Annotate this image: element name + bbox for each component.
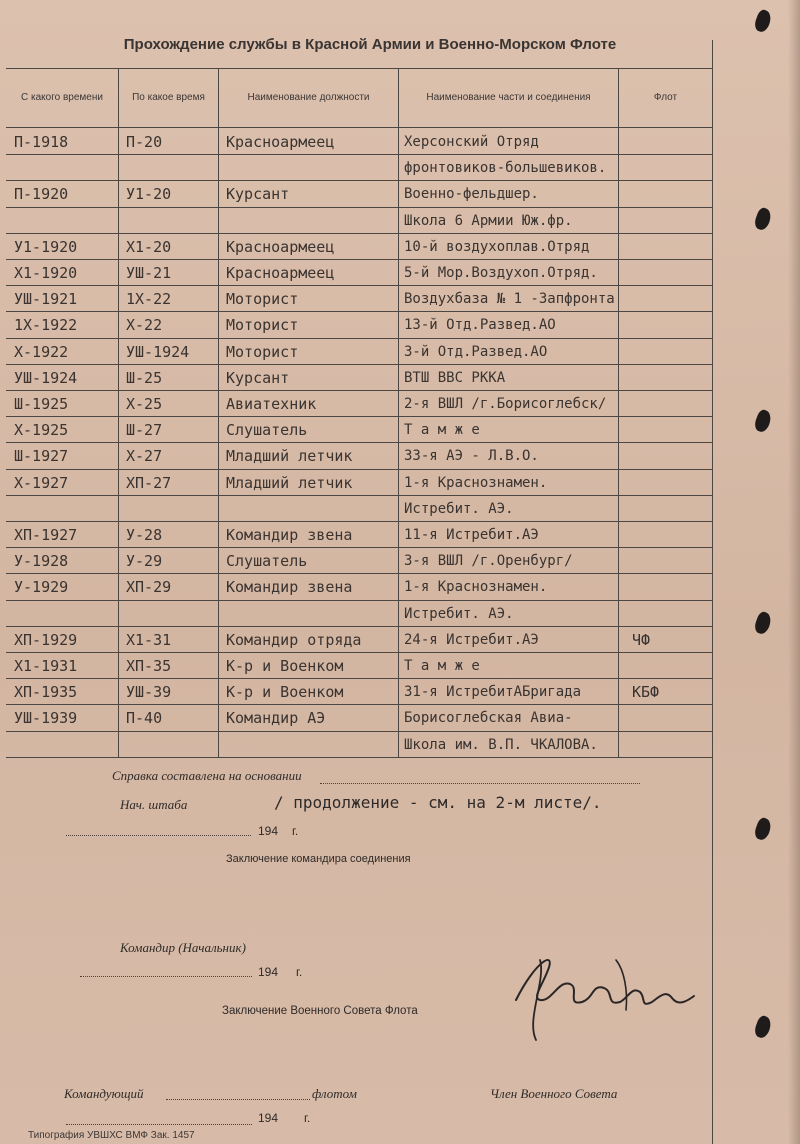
year-1: 194: [258, 824, 279, 838]
table-cell-from: ХП-1929: [14, 631, 78, 649]
table-cell-from: Х1-1931: [14, 657, 78, 675]
table-cell-from: У-1928: [14, 552, 69, 570]
handwritten-signature: [496, 940, 716, 1050]
table-cell-to: Х1-20: [126, 238, 172, 256]
table-cell-to: [126, 734, 216, 756]
table-cell-fleet: [632, 288, 708, 310]
row-rule: [6, 285, 712, 286]
table-cell-from: Ш-1927: [14, 447, 69, 465]
table-cell-from: УШ-1924: [14, 369, 78, 387]
table-cell-unit: 1-я Краснознамен.: [404, 475, 548, 491]
table-cell-to: [126, 210, 216, 232]
table-cell-from: [14, 603, 114, 625]
table-cell-from: УШ-1921: [14, 290, 78, 308]
row-rule: [6, 731, 712, 732]
table-cell-from: У-1929: [14, 578, 69, 596]
table-cell-fleet: [632, 131, 708, 153]
table-cell-to: Ш-27: [126, 421, 163, 439]
table-cell-unit: Т а м ж е: [404, 422, 480, 438]
year-1-suffix: г.: [292, 824, 299, 838]
year-2: 194: [258, 965, 279, 979]
table-cell-fleet: [632, 183, 708, 205]
table-cell-position: Слушатель: [226, 421, 308, 439]
table-cell-from: Х-1922: [14, 343, 69, 361]
date-line-2: [80, 976, 252, 977]
table-cell-fleet: [632, 157, 708, 179]
table-cell-position: Младший летчик: [226, 474, 353, 492]
table-cell-to: П-20: [126, 133, 163, 151]
table-cell-position: К-р и Военком: [226, 683, 344, 701]
row-rule: [6, 469, 712, 470]
table-cell-unit: Херсонский Отряд: [404, 134, 539, 150]
table-cell-from: ХП-1927: [14, 526, 78, 544]
table-cell-fleet: [632, 655, 708, 677]
row-rule: [6, 259, 712, 260]
commander-label: Командир (Начальник): [120, 940, 246, 955]
table-cell-position: Командир АЭ: [226, 709, 326, 727]
table-cell-to: 1Х-22: [126, 290, 172, 308]
table-cell-unit: 10-й воздухоплав.Отряд: [404, 239, 590, 255]
table-cell-position: [226, 157, 396, 179]
row-rule: [6, 180, 712, 181]
table-cell-position: Командир звена: [226, 578, 353, 596]
table-cell-position: Курсант: [226, 185, 290, 203]
table-cell-from: Ш-1925: [14, 395, 69, 413]
table-cell-to: Ш-25: [126, 369, 163, 387]
table-cell-fleet: КБФ: [632, 683, 660, 701]
table-cell-to: У-28: [126, 526, 163, 544]
row-rule: [6, 600, 712, 601]
table-cell-fleet: [632, 472, 708, 494]
table-cell-unit: Воздухбаза № 1 -Запфронта: [404, 291, 615, 307]
printer-imprint: Типография УВШХС ВМФ Зак. 1457: [28, 1130, 195, 1141]
table-cell-fleet: [632, 550, 708, 572]
council-member-label: Член Военного Совета: [490, 1086, 618, 1101]
table-cell-fleet: [632, 734, 708, 756]
page-edge-shadow: [788, 0, 800, 1144]
continuation-note: / продолжение - см. на 2-м листе/.: [274, 793, 602, 812]
header-position: Наименование должности: [247, 92, 370, 103]
table-cell-unit: 33-я АЭ - Л.В.О.: [404, 448, 539, 464]
table-cell-from: [14, 498, 114, 520]
row-rule: [6, 652, 712, 653]
row-rule: [6, 521, 712, 522]
row-rule: [6, 390, 712, 391]
header-bottom-rule: [6, 127, 712, 128]
table-cell-unit: фронтовиков-большевиков.: [404, 160, 607, 176]
fleet-commander-line: [166, 1099, 310, 1100]
table-cell-from: П-1920: [14, 185, 69, 203]
table-cell-to: УШ-39: [126, 683, 172, 701]
table-cell-fleet: [632, 576, 708, 598]
table-cell-position: Моторист: [226, 343, 299, 361]
table-cell-fleet: [632, 524, 708, 546]
table-cell-to: ХП-27: [126, 474, 172, 492]
table-cell-to: П-40: [126, 709, 163, 727]
table-cell-to: [126, 603, 216, 625]
table-cell-position: [226, 734, 396, 756]
date-line-3: [66, 1124, 252, 1125]
table-cell-fleet: [632, 341, 708, 363]
header-unit: Наименование части и соединения: [426, 92, 591, 103]
table-cell-to: Х-22: [126, 316, 163, 334]
column-divider-4: [618, 68, 619, 758]
table-cell-fleet: [632, 707, 708, 729]
date-line-1: [66, 835, 251, 836]
basis-line: [320, 783, 640, 784]
row-rule: [6, 364, 712, 365]
column-divider-2: [218, 68, 219, 758]
table-cell-from: УШ-1939: [14, 709, 78, 727]
row-rule: [6, 757, 712, 758]
column-divider-3: [398, 68, 399, 758]
row-rule: [6, 442, 712, 443]
table-cell-position: Моторист: [226, 316, 299, 334]
table-cell-unit: 11-я Истребит.АЭ: [404, 527, 539, 543]
table-cell-unit: 3-й Отд.Развед.АО: [404, 344, 548, 360]
column-divider-1: [118, 68, 119, 758]
header-fleet: Флот: [653, 92, 678, 103]
table-cell-from: 1Х-1922: [14, 316, 78, 334]
table-cell-to: Х-27: [126, 447, 163, 465]
table-cell-fleet: ЧФ: [632, 631, 651, 649]
table-cell-unit: 5-й Мор.Воздухоп.Отряд.: [404, 265, 598, 281]
table-cell-from: Х1-1920: [14, 264, 78, 282]
table-cell-unit: 3-я ВШЛ /г.Оренбург/: [404, 553, 573, 569]
table-cell-unit: Истребит. АЭ.: [404, 501, 514, 517]
row-rule: [6, 626, 712, 627]
table-cell-to: УШ-21: [126, 264, 172, 282]
table-cell-fleet: [632, 236, 708, 258]
fleet-commander-label: Командующий: [64, 1086, 144, 1101]
table-cell-position: [226, 498, 396, 520]
table-cell-position: [226, 210, 396, 232]
table-cell-unit: Военно-фельдшер.: [404, 186, 539, 202]
table-cell-fleet: [632, 210, 708, 232]
table-cell-unit: 24-я Истребит.АЭ: [404, 632, 539, 648]
table-cell-fleet: [632, 498, 708, 520]
row-rule: [6, 678, 712, 679]
table-cell-to: ХП-29: [126, 578, 172, 596]
table-cell-from: [14, 210, 114, 232]
table-cell-fleet: [632, 445, 708, 467]
chief-of-staff-label: Нач. штаба: [120, 797, 188, 812]
header-from: С какого времени: [21, 92, 103, 103]
table-cell-to: Х-25: [126, 395, 163, 413]
table-cell-unit: Школа им. В.П. ЧКАЛОВА.: [404, 737, 598, 753]
table-cell-to: [126, 157, 216, 179]
commander-conclusion-heading: Заключение командира соединения: [226, 853, 411, 865]
table-cell-from: ХП-1935: [14, 683, 78, 701]
table-cell-position: Младший летчик: [226, 447, 353, 465]
table-cell-from: У1-1920: [14, 238, 78, 256]
table-cell-unit: Т а м ж е: [404, 658, 480, 674]
table-cell-position: Командир звена: [226, 526, 353, 544]
header-to: По какое время: [132, 92, 205, 103]
table-cell-fleet: [632, 262, 708, 284]
table-cell-position: Авиатехник: [226, 395, 317, 413]
page-title: Прохождение службы в Красной Армии и Военно-Морском Флоте: [123, 36, 617, 53]
table-cell-to: У1-20: [126, 185, 172, 203]
table-cell-unit: 1-я Краснознамен.: [404, 579, 548, 595]
table-cell-to: [126, 498, 216, 520]
table-cell-position: Командир отряда: [226, 631, 362, 649]
row-rule: [6, 416, 712, 417]
table-cell-to: ХП-35: [126, 657, 172, 675]
table-cell-from: Х-1925: [14, 421, 69, 439]
table-cell-to: У-29: [126, 552, 163, 570]
row-rule: [6, 495, 712, 496]
row-rule: [6, 547, 712, 548]
fleet-label: флотом: [312, 1086, 357, 1101]
row-rule: [6, 154, 712, 155]
table-cell-fleet: [632, 367, 708, 389]
table-cell-position: Курсант: [226, 369, 290, 387]
table-cell-position: Слушатель: [226, 552, 308, 570]
table-cell-unit: ВТШ ВВС РККА: [404, 370, 506, 386]
table-cell-position: Моторист: [226, 290, 299, 308]
table-cell-unit: Школа 6 Армии Юж.фр.: [404, 213, 573, 229]
table-cell-fleet: [632, 393, 708, 415]
row-rule: [6, 338, 712, 339]
table-cell-position: Красноармеец: [226, 133, 335, 151]
basis-label: Справка составлена на основании: [112, 768, 302, 783]
table-top-rule: [6, 68, 712, 69]
table-cell-unit: 2-я ВШЛ /г.Борисоглебск/: [404, 396, 607, 412]
table-cell-position: К-р и Военком: [226, 657, 344, 675]
year-2-suffix: г.: [296, 965, 303, 979]
table-cell-unit: Борисоглебская Авиа-: [404, 710, 573, 726]
table-cell-from: Х-1927: [14, 474, 69, 492]
table-cell-fleet: [632, 419, 708, 441]
row-rule: [6, 207, 712, 208]
table-cell-position: Красноармеец: [226, 238, 335, 256]
table-cell-unit: 31-я ИстребитАБригада: [404, 684, 582, 700]
table-cell-to: УШ-1924: [126, 343, 190, 361]
council-conclusion-heading: Заключение Военного Совета Флота: [222, 1005, 418, 1017]
table-cell-fleet: [632, 603, 708, 625]
table-cell-fleet: [632, 314, 708, 336]
year-3-suffix: г.: [304, 1111, 311, 1125]
table-cell-unit: Истребит. АЭ.: [404, 606, 514, 622]
row-rule: [6, 311, 712, 312]
table-cell-from: [14, 734, 114, 756]
table-cell-to: Х1-31: [126, 631, 172, 649]
row-rule: [6, 704, 712, 705]
table-cell-position: [226, 603, 396, 625]
table-cell-from: [14, 157, 114, 179]
year-3: 194: [258, 1111, 279, 1125]
table-cell-position: Красноармеец: [226, 264, 335, 282]
table-cell-from: П-1918: [14, 133, 69, 151]
table-cell-unit: 13-й Отд.Развед.АО: [404, 317, 556, 333]
row-rule: [6, 233, 712, 234]
row-rule: [6, 573, 712, 574]
